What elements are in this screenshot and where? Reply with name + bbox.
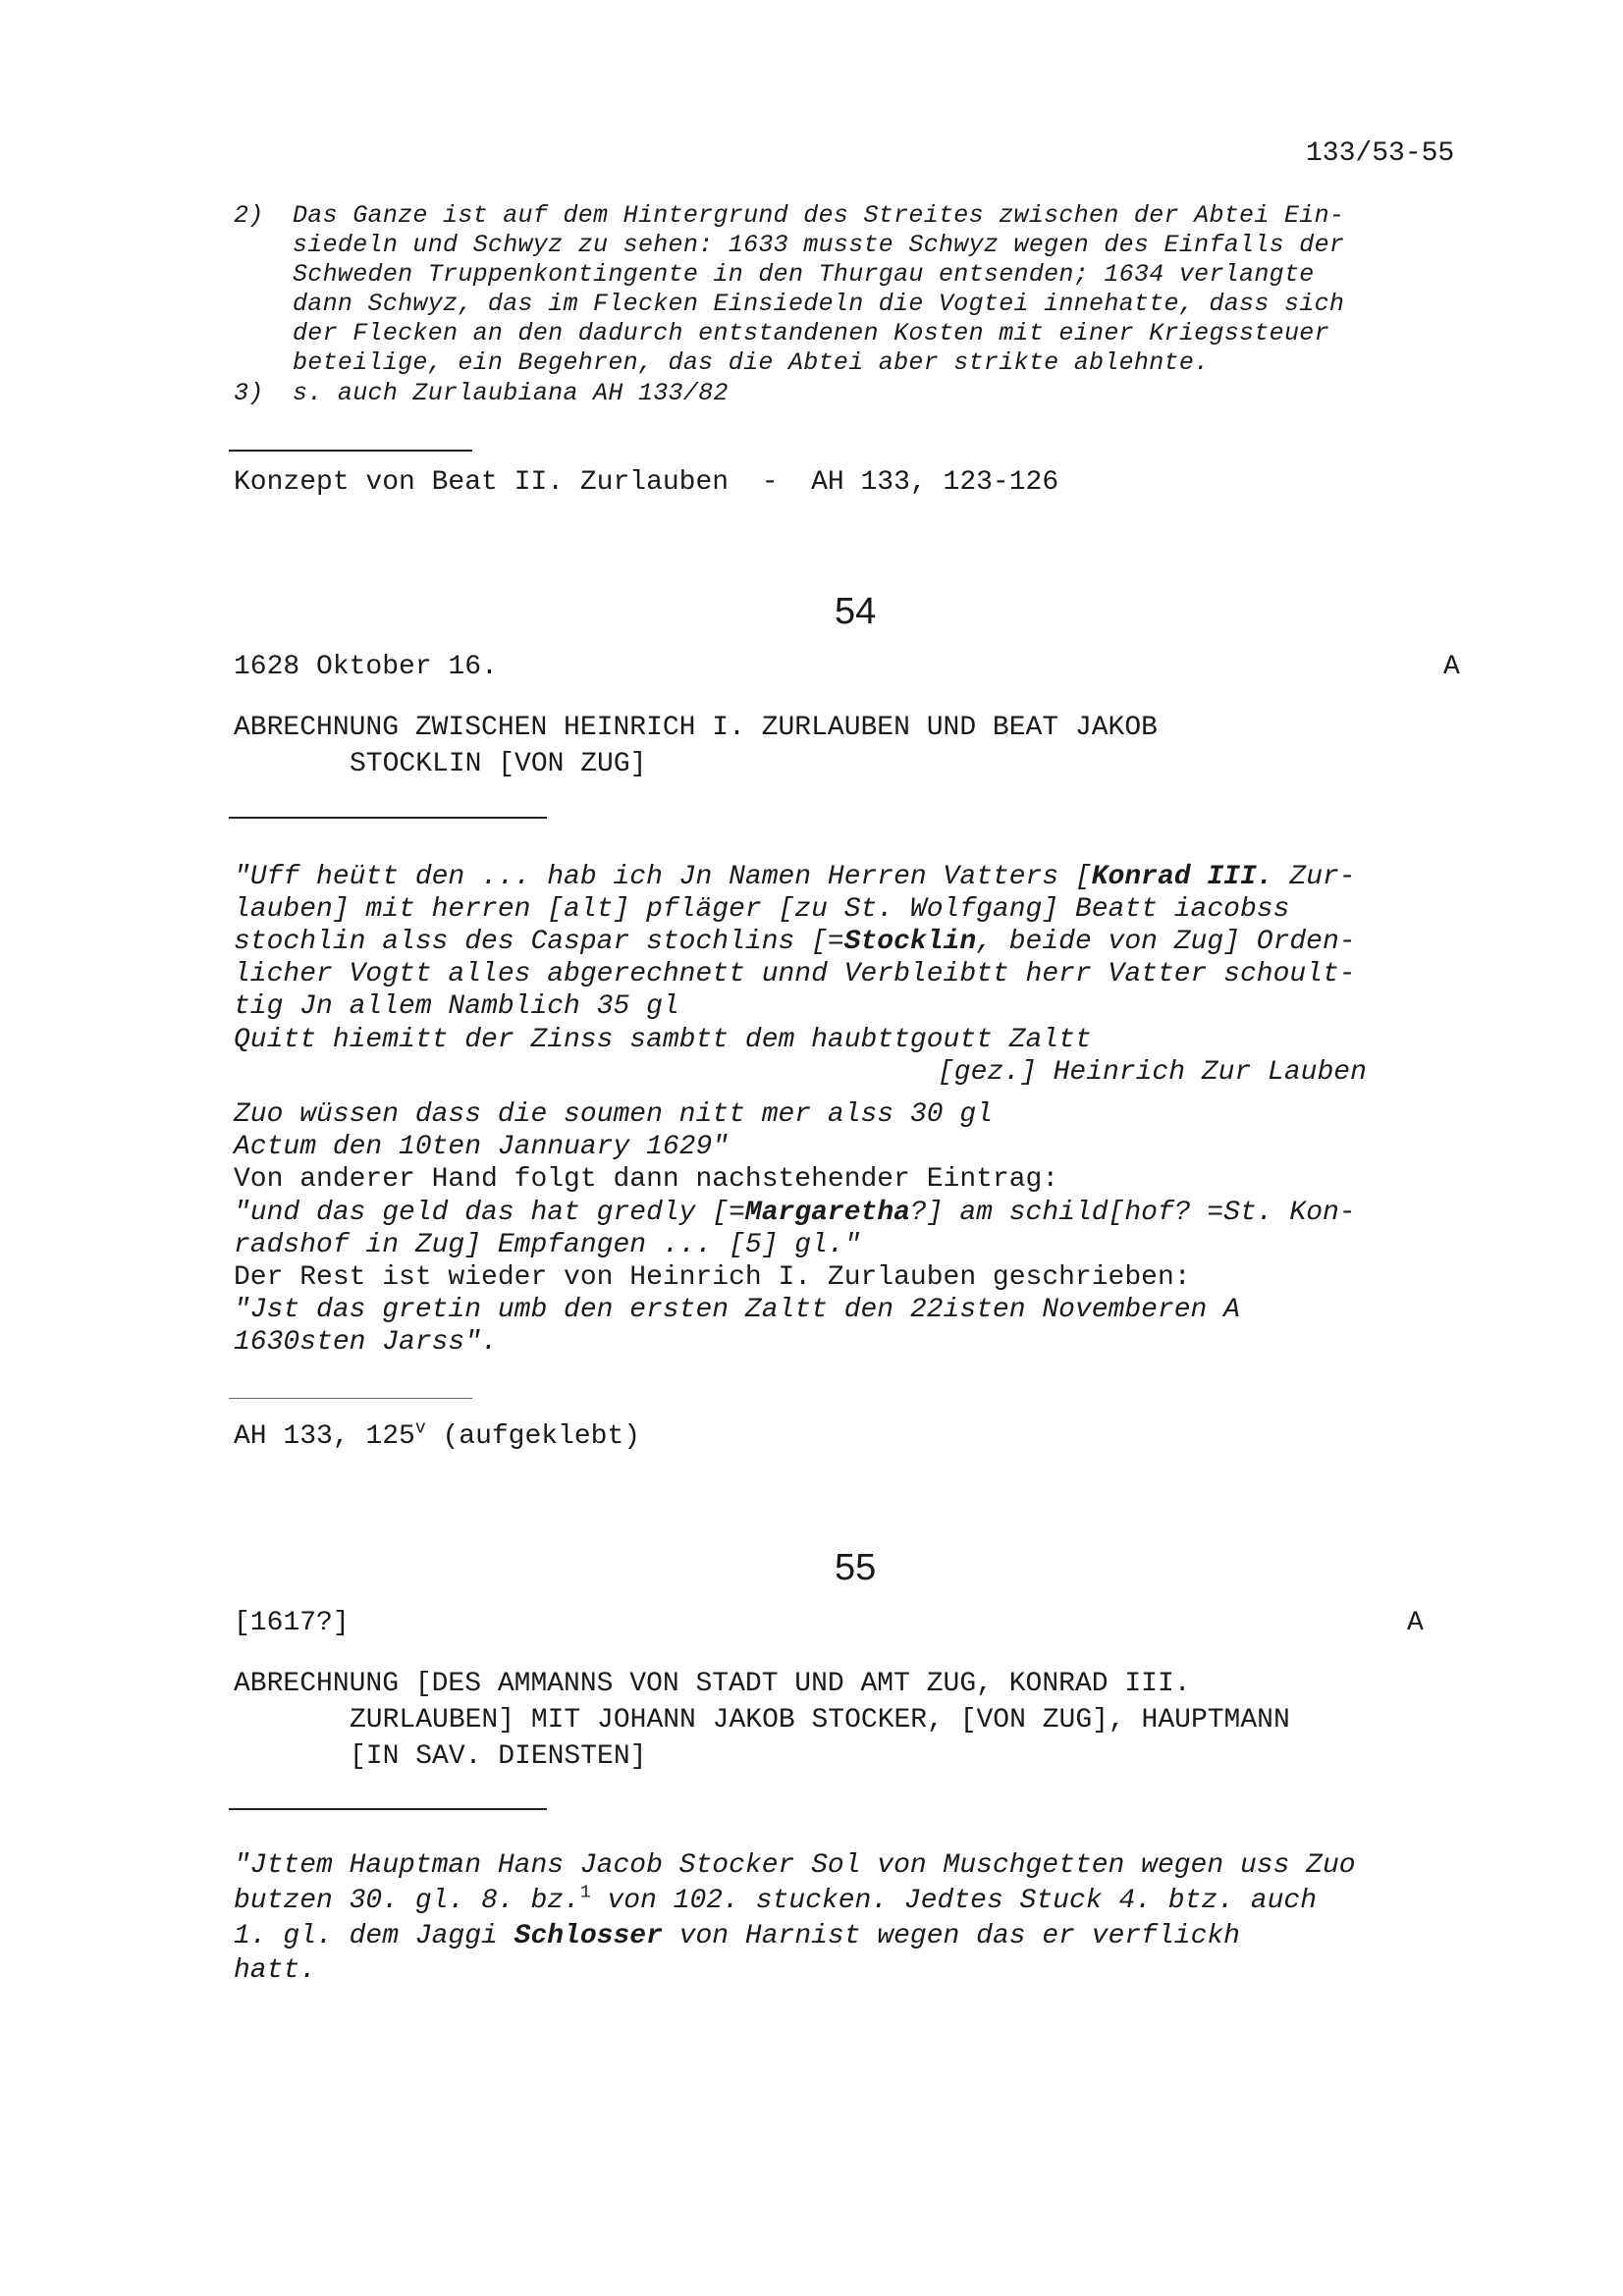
bold-name: Schlosser — [514, 1921, 663, 1951]
source-citation-53: Konzept von Beat II. Zurlauben - AH 133, 123-126 — [234, 467, 1059, 498]
transcription-line: hatt. — [234, 1955, 317, 1986]
document-number-55: 55 — [835, 1547, 877, 1588]
transcription-line: butzen 30. gl. 8. bz.$^1$ von 102. stucken. Jedtes Stuck 4. btz. auch — [234, 1883, 1317, 1916]
transcription-line: radshof in Zug] Empfangen ... [5] gl." — [234, 1230, 861, 1260]
transcription-line: 1630sten Jarss". — [234, 1327, 498, 1358]
document-title-54-cont: STOCKLIN [VON ZUG] — [350, 749, 647, 779]
footnote-marker: 2) — [234, 201, 264, 230]
transcription-line: Zuo wüssen dass die soumen nitt mer alss 30 gl — [234, 1099, 993, 1130]
footnote-line: siedeln und Schwyz zu sehen: 1633 musste Schwyz wegen des Einfalls der — [293, 231, 1345, 259]
transcription-line: Actum den 10ten Jannuary 1629" — [234, 1132, 730, 1162]
document-date-54: 1628 Oktober 16. — [234, 652, 498, 682]
footnote-line: dann Schwyz, das im Flecken Einsiedeln die Vogtei innehatte, dass sich — [293, 290, 1345, 318]
source-citation-54: AH 133, 125$^v$ (aufgeklebt) — [234, 1418, 641, 1452]
document-title-55-cont: [IN SAV. DIENSTEN] — [350, 1741, 647, 1772]
document-date-55: [1617?] — [234, 1608, 350, 1638]
footnote-line: Schweden Truppenkontingente in den Thurgau entsenden; 1634 verlangte — [293, 260, 1315, 289]
separator-rule — [229, 1398, 472, 1399]
document-number-54: 54 — [835, 591, 877, 632]
footnote-line: beteilige, ein Begehren, das die Abtei aber strikte ablehnte. — [293, 348, 1210, 377]
bold-name: Konrad III. — [1091, 862, 1273, 892]
transcription-line: licher Vogtt alles abgerechnett unnd Verbleibtt herr Vatter schoult- — [234, 959, 1356, 989]
transcription-line: "Uff heütt den ... hab ich Jn Namen Herren Vatters [Konrad III. Zur- — [234, 862, 1356, 892]
transcription-line: stochlin alss des Caspar stochlins [=Stocklin, beide von Zug] Orden- — [234, 927, 1356, 957]
separator-rule — [229, 450, 472, 452]
document-title-55-cont: ZURLAUBEN] MIT JOHANN JAKOB STOCKER, [VON ZUG], HAUPTMANN — [350, 1705, 1290, 1735]
transcription-line: 1. gl. dem Jaggi Schlosser von Harnist wegen das er verflickh — [234, 1921, 1240, 1951]
editorial-note: Der Rest ist wieder von Heinrich I. Zurlauben geschrieben: — [234, 1262, 1191, 1293]
separator-rule — [229, 817, 547, 819]
document-title-54: ABRECHNUNG ZWISCHEN HEINRICH I. ZURLAUBEN UND BEAT JAKOB — [234, 713, 1158, 743]
bold-name: Margaretha — [744, 1198, 910, 1228]
document-type-55: A — [1407, 1608, 1424, 1638]
page-reference: 133/53-55 — [1306, 138, 1455, 169]
transcription-line: lauben] mit herren [alt] pfläger [zu St. Wolfgang] Beatt iacobss — [234, 894, 1290, 925]
transcription-line: "Jttem Hauptman Hans Jacob Stocker Sol von Muschgetten wegen uss Zuo — [234, 1850, 1356, 1881]
document-title-55: ABRECHNUNG [DES AMMANNS VON STADT UND AMT ZUG, KONRAD III. — [234, 1669, 1191, 1699]
document-type-54: A — [1443, 652, 1460, 682]
editorial-note: Von anderer Hand folgt dann nachstehender Eintrag: — [234, 1164, 1059, 1195]
footnote-line: Das Ganze ist auf dem Hintergrund des Streites zwischen der Abtei Ein- — [293, 201, 1345, 230]
footnote-line: s. auch Zurlaubiana AH 133/82 — [293, 379, 729, 407]
transcription-line: "und das geld das hat gredly [=Margaretha?] am schild[hof? =St. Kon- — [234, 1198, 1356, 1228]
footnote-line: der Flecken an den dadurch entstandenen Kosten mit einer Kriegssteuer — [293, 319, 1329, 347]
transcription-line: tig Jn allem Namblich 35 gl — [234, 991, 679, 1022]
footnote-marker: 3) — [234, 379, 264, 407]
signature-line: [gez.] Heinrich Zur Lauben — [938, 1057, 1367, 1088]
bold-name: Stocklin — [843, 927, 977, 957]
transcription-line: "Jst das gretin umb den ersten Zaltt den 22isten Novemberen A — [234, 1295, 1240, 1325]
separator-rule — [229, 1808, 547, 1810]
transcription-line: Quitt hiemitt der Zinss sambtt dem haubttgoutt Zaltt — [234, 1025, 1092, 1055]
